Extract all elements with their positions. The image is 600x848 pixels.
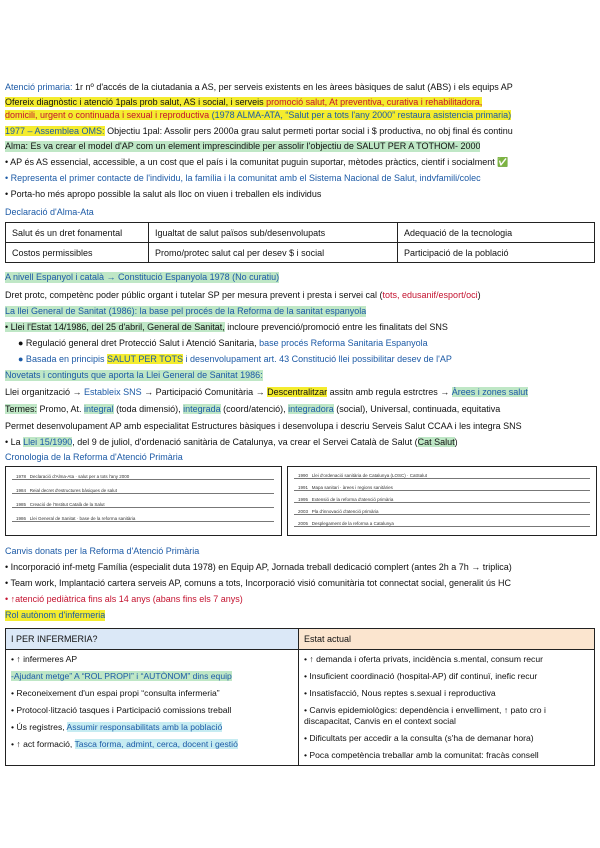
timeline-entry: 1991 Mapa sanitari · àrees i regions sanitàries (298, 485, 393, 490)
list-item: • ↑ act formació, Tasca forma, admint, cerca, docent i gestió (11, 739, 238, 749)
table-header-row (6, 629, 595, 650)
canvis-heading: Canvis donats per la Reforma d'Atenció Primària (5, 546, 200, 556)
timeline-entry: 1984 Reial decret d'estructures bàsiques de salut (16, 488, 117, 493)
ap-offer-line: Ofereix diagnòstic i atenció 1pals prob salut, AS i social, i serveis promoció salut, At preventiva, curativa i rehabilitadora, (5, 97, 483, 107)
timeline-image-right (287, 466, 597, 536)
novetats-line-1: Llei organització → Estableix SNS → Participació Comunitària → Descentralitzar assitn amb regula estrctres → Àrees i zones salut (5, 387, 528, 397)
novetats-heading: Novetats i continguts que aporta la Llei General de Sanitat 1986: (5, 370, 263, 380)
canvis-bullet-3: • ↑atenció pediàtrica fins als 14 anys (abans fins els 7 anys) (5, 594, 243, 604)
canvis-bullet-1: • Incorporació inf-metg Família (especialit duta 1978) en Equip AP, Jornada treball dedicació complert (antes 2h a 7h → triplica) (5, 562, 512, 572)
timeline-entry: 1995 Extensió de la reforma d'atenció primària (298, 497, 394, 502)
list-item: • Insatisfacció, Nous reptes s.sexual i reproductiva (304, 688, 496, 698)
table-cell: Igualtat de salut països sub/desenvolupats (149, 223, 398, 243)
table-cell: Participació de la població (398, 243, 595, 263)
timeline-entry: 1985 Creació de l'Institut Català de la Salut (16, 502, 105, 507)
table-cell: Adequació de la tecnologia (398, 223, 595, 243)
lgs-heading: La llei General de Sanitat (1986): la base pel procés de la Reforma de la sanitat espanyola (5, 306, 367, 316)
ap-bullet-3: • Porta-ho més apropo possible la salut als lloc on viuen i treballen els individus (5, 189, 322, 199)
list-item: • Reconeixement d'un espai propi “consulta infermeria” (11, 688, 220, 698)
col-header-infermeria: I PER INFERMERIA? (6, 629, 299, 650)
timeline-entry: 2003 Pla d'innovació d'atenció primària (298, 509, 379, 514)
alma-ata-heading: Declaració d'Alma-Ata (5, 207, 94, 217)
spain-heading: A nivell Espanyol i català → Constitució Espanyola 1978 (No curatiu) (5, 272, 280, 282)
estat-col (299, 650, 595, 766)
table-row (6, 650, 595, 766)
list-item: • Poca competència treballar amb la comunitat: fracàs consell (304, 750, 539, 760)
list-item: -Ajudant metge” A “ROL PROPI” i “AUTÒNOM” dins equip (11, 671, 232, 681)
timeline-entry: 1978 Declaració d'Alma-Ata · salut per a tots l'any 2000 (16, 474, 130, 479)
list-item: • Insuficient coordinació (hospital-AP) dif continuï, inefic recur (304, 671, 538, 681)
table-row (6, 223, 595, 243)
ap-offer-line-2: domicili, urgent o continuada i sexual i reproductiva (1978 ALMA-ATA, “Salut per a tots l'any 2000” restaura asistencia primaria) (5, 110, 512, 120)
alma-line: Alma: Es va crear el model d'AP com un element imprescindible per assolir l'objectiu de SALUT PER A TOTHOM- 2000 (5, 141, 481, 151)
oms-line: 1977 – Assemblea OMS: Objectiu 1pal: Assolir pers 2000a grau salut permeti portar social i $ productiva, no obj final és continu (5, 126, 513, 136)
lgs-sub-2: ● Basada en principis SALUT PER TOTS i desenvolupament art. 43 Constitució llei possibilitar desev de l'AP (18, 354, 452, 364)
list-item: • Protocol·lització tasques i Participació comissions treball (11, 705, 232, 715)
alma-ata-table (5, 222, 595, 263)
table-row (6, 243, 595, 263)
rol-autonom-heading: Rol autònom d'infermeria (5, 610, 106, 620)
ap-definition: Atenció primaria: 1r nº d'accés de la ciutadania a AS, per serveis existents en les àrees bàsiques de salut (ABS) i els equips AP (5, 82, 513, 92)
list-item: • Dificultats per accedir a la consulta (s'ha de demanar hora) (304, 733, 534, 743)
timeline-image-left (5, 466, 282, 536)
ap-bullet-2: • Representa el primer contacte de l'individu, la família i la comunitat amb el Sistema Nacional de Salut, indvfamili/colec (5, 173, 481, 183)
table-cell: Promo/protec salut cal per desev $ i social (149, 243, 398, 263)
timeline-entry: 1986 Llei General de Sanitat · base de la reforma sanitària (16, 516, 136, 521)
table-cell: Costos permissibles (6, 243, 149, 263)
infermeria-table (5, 628, 595, 766)
ap-bullet-1: • AP és AS essencial, accessible, a un cost que el país i la comunitat puguin suportar, mètodes pràctics, cientif i socialment ✅ (5, 157, 509, 167)
list-item: • Canvis epidemiològics: dependència i envelliment, ↑ pato cro i (304, 705, 546, 715)
list-item: • ↑ infermeres AP (11, 654, 78, 664)
ap-title: Atenció primaria: (5, 82, 73, 92)
lgs-bullet: • Llei l'Estat 14/1986, del 25 d'abril, General de Sanitat, incloure prevenció/promoció entre les finalitats del SNS (5, 322, 448, 332)
table-cell: Salut és un dret fonamental (6, 223, 149, 243)
infermeria-col (6, 650, 299, 766)
timeline-entry: 1990 Llei d'ordenació sanitària de Catalunya (LOSC) · CatSalut (298, 473, 427, 478)
novetats-terms: Termes: Promo, At. integral (toda dimensió), integrada (coord/atenció), integradora (social), Universal, continuada, equitativa (5, 404, 501, 414)
lgs-sub-1: ● Regulació general dret Protecció Salut i Atenció Sanitaria, base procés Reforma Sanitaria Espanyola (18, 338, 428, 348)
list-item: • Ús registres, Assumir responsabilitats amb la població (11, 722, 223, 732)
list-item: discapacitat, Canvis en el context social (304, 716, 456, 726)
cronologia-heading: Cronologia de la Reforma d'Atenció Primària (5, 452, 183, 462)
llei-1990-line: • La Llei 15/1990, del 9 de juliol, d'ordenació sanitària de Catalunya, va crear el Servei Català de Salut (Cat Salut) (5, 437, 458, 447)
list-item: • ↑ demanda i oferta privats, incidència s.mental, consum recur (304, 654, 543, 664)
col-header-estat: Estat actual (299, 629, 595, 650)
canvis-bullet-2: • Team work, Implantació cartera serveis AP, comuns a tots, Incorporació visió comunitària tot connectat social, generalit ús HC (5, 578, 512, 588)
novetats-line-3: Permet desenvolupament AP amb especialitat Estructures bàsiques i desenvolupa i descriu Serveis Salut CCAA i les integra SNS (5, 421, 522, 431)
constitution-line: Dret protc, competènc poder públic organt i tutelar SP per mesura prevent i presta i servei cal (tots, edusanif/esport/oci) (5, 290, 481, 300)
timeline-entry: 2005 Desplegament de la reforma a Catalunya (298, 521, 394, 526)
